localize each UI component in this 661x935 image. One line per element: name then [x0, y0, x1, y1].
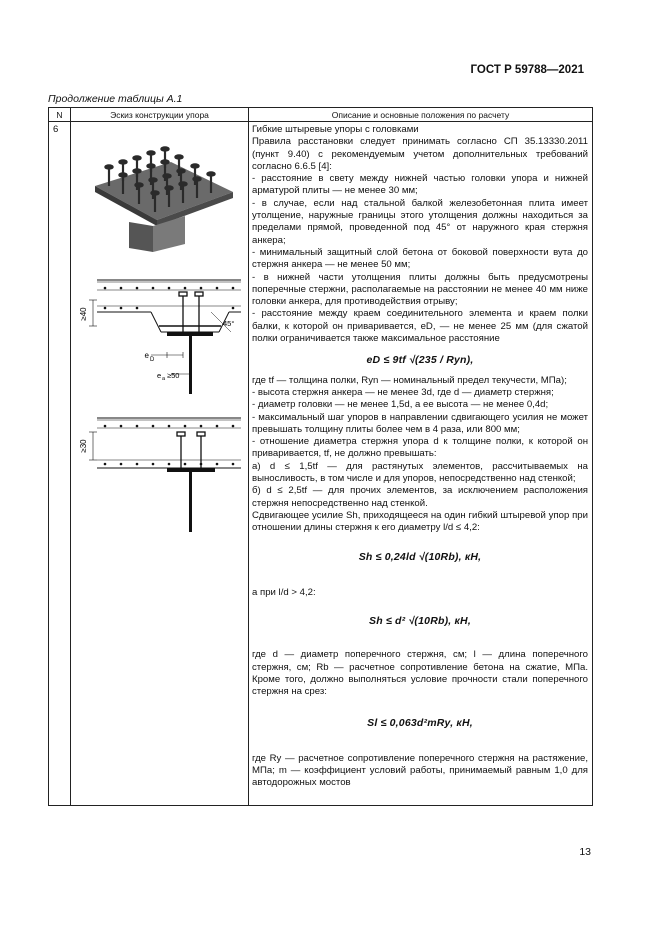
flat-slab-section-drawing: [71, 404, 247, 534]
description-paragraph: б) d ≤ 2,5tf — для прочих элементов, за исключением расположения стержня непосредственно над стенкой.: [252, 485, 588, 509]
description-paragraph: а при l/d > 4,2:: [252, 586, 316, 598]
description-paragraph: - высота стержня анкера — не менее 3d, где d — диаметр стержня;: [252, 386, 554, 398]
description-paragraph: - расстояние между краем соединительного элемента и краем полки балки, к которой он приваривается, eD, — не менее 25 мм (для сжатой полки ограничивается также максимальное расстояние: [252, 308, 588, 345]
description-paragraph: - в нижней части утолщения плиты должны быть предусмотрены поперечные стержни, располагаемые на расстоянии не менее 40 мм ниже головки анкера, для противодействия отрыву;: [252, 271, 588, 308]
description-paragraph: Правила расстановки следует принимать согласно СП 35.13330.2011 (пункт 9.40) с рекомендуемым учетом дополнительных требований согласно 6.6.5 [4]:: [252, 136, 588, 172]
description-paragraph: - минимальный защитный слой бетона от боковой поверхности вута до стержня анкера — не менее 50 мм;: [252, 246, 588, 271]
document-standard-header: ГОСТ Р 59788—2021: [470, 64, 584, 76]
dim-30-label: ≥30: [79, 439, 88, 453]
ea-subscript: a: [162, 376, 166, 382]
table-header-row: [49, 108, 593, 122]
description-title: Гибкие штыревые упоры с головками: [252, 124, 419, 135]
formula-sh-1: Sh ≤ 0,24ld √(10Rb), кН,: [358, 550, 482, 563]
formula-sh-2: Sh ≤ d² √(10Rb), кН,: [369, 615, 471, 628]
col-header-sketch: Эскиз конструкции упора: [71, 108, 249, 122]
description-cell: [249, 122, 593, 806]
description-paragraph: а) d ≤ 1,5tf — для растянутых элементов, рассчитываемых на выносливость, в том числе и для упоров, непосредственно над стенкой;: [252, 460, 588, 485]
ea-label: e: [157, 371, 162, 380]
dim-40-label: ≥40: [79, 307, 88, 321]
row-number: 6: [49, 122, 71, 806]
sketch-cell: [71, 122, 249, 806]
formula-sl: Sl ≤ 0,063d²mRy, кН,: [367, 716, 473, 729]
description-paragraph: где Ry — расчетное сопротивление поперечного стержня на растяжение, МПа; m — коэффициент условий работы, принимаемый равным 1,0 для автодорожных мостов: [252, 752, 588, 789]
ed-label: e: [144, 351, 149, 360]
description-paragraph: Сдвигающее усилие Sh, приходящееся на один гибкий штыревой упор при отношении длины стержня к его диаметру l/d ≤ 4,2:: [252, 509, 588, 534]
description-paragraph: - максимальный шаг упоров в направлении сдвигающего усилия не может превышать толщину плиты более чем в 4 раза, или 800 мм;: [252, 411, 588, 435]
description-paragraph: - в случае, если над стальной балкой железобетонная плита имеет утолщение, наружные границы этого утолщения должны находиться за пределами прямой, проведенной под 45° от наружного края стержня анкера;: [252, 197, 588, 246]
ed-subscript: D: [150, 357, 155, 363]
description-paragraph: - диаметр головки — не менее 1,5d, а ее высота — не менее 0,4d;: [252, 399, 549, 411]
formula-ed: eD ≤ 9tf √(235 / Ryn),: [366, 354, 474, 367]
stud-beam-photo-image: [87, 126, 237, 254]
description-paragraph: где d — диаметр поперечного стержня, см; l — длина поперечного стержня, см; Rb — расчетное сопротивление бетона на сжатие, МПа. Кроме того, должно выполняться условие прочности стали поперечного стержня на срез:: [252, 649, 588, 698]
description-paragraph: - расстояние в свету между нижней частью головки упора и нижней арматурой плиты — не менее 30 мм;: [252, 173, 588, 197]
ea-value: ≥50: [167, 371, 180, 380]
stud-connectors-table: [48, 107, 593, 806]
description-paragraph: где tf — толщина полки, Ryn — номинальный предел текучести, МПа);: [252, 374, 567, 386]
col-header-n: N: [49, 108, 71, 122]
description-paragraph: - отношение диаметра стержня упора d к толщине полки, к которой он приваривается, tf, не должно превышать:: [252, 436, 588, 460]
angle-45-label: 45°: [223, 319, 235, 328]
page-number: 13: [579, 846, 591, 858]
col-header-description: Описание и основные положения по расчету: [249, 108, 593, 122]
table-row: [49, 122, 593, 806]
haunch-section-drawing: [71, 266, 247, 396]
table-continuation-caption: Продолжение таблицы А.1: [48, 93, 183, 105]
